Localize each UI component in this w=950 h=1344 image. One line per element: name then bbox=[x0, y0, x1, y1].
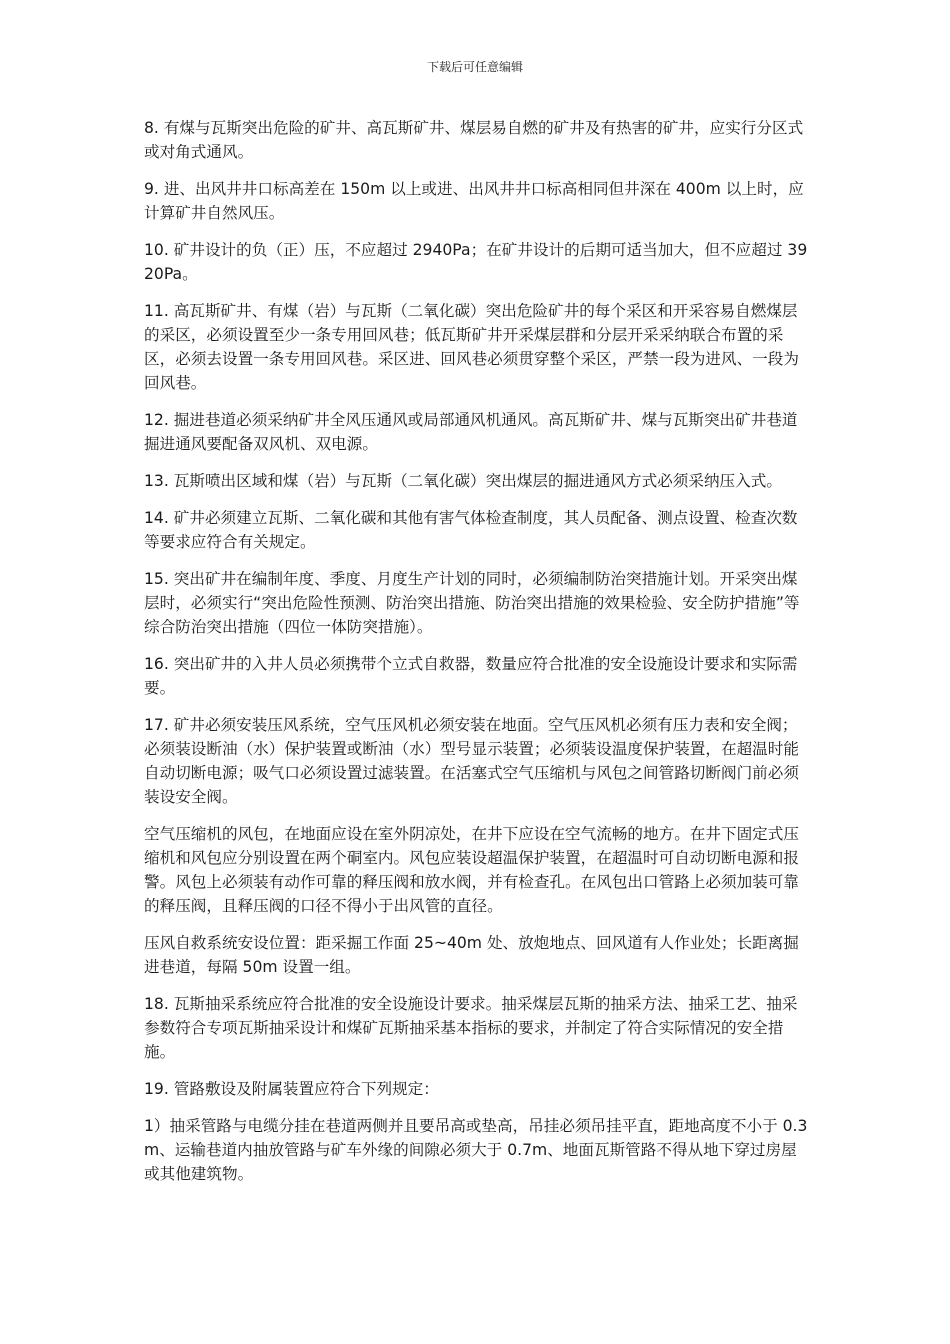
paragraph-item-13: 13. 瓦斯喷出区域和煤（岩）与瓦斯（二氧化碳）突出煤层的掘进通风方式必须采纳压入式。 bbox=[144, 472, 782, 490]
paragraph-item-11: 11. 高瓦斯矿井、有煤（岩）与瓦斯（二氧化碳）突出危险矿井的每个采区和开采容易自燃煤层的采区，必须设置至少一条专用回风巷；低瓦斯矿井开采煤层群和分层开采采纳联合布置的采区，必须去设置一条专用回风巷。采区进、回风巷必须贯穿整个采区，严禁一段为进风、一段为回风巷。 bbox=[144, 302, 799, 392]
paragraph-item-10: 10. 矿井设计的负（正）压，不应超过 2940Pa；在矿井设计的后期可适当加大，但不应超过 3920Pa。 bbox=[144, 241, 808, 283]
paragraph-item-18: 18. 瓦斯抽采系统应符合批准的安全设施设计要求。抽采煤层瓦斯的抽采方法、抽采工艺、抽采参数符合专项瓦斯抽采设计和煤矿瓦斯抽采基本指标的要求，并制定了符合实际情况的安全措施。 bbox=[144, 995, 798, 1061]
paragraph-subitem-1: 1）抽采管路与电缆分挂在巷道两侧并且要吊高或垫高，吊挂必须吊挂平直，距地高度不小于 0.3m、运输巷道内抽放管路与矿车外缘的间隙必须大于 0.7m、地面瓦斯管路不得从地下穿过房屋或其他建筑物。 bbox=[144, 1117, 808, 1183]
document-body bbox=[144, 116, 808, 1199]
paragraph-item-12: 12. 掘进巷道必须采纳矿井全风压通风或局部通风机通风。高瓦斯矿井、煤与瓦斯突出矿井巷道掘进通风要配备双风机、双电源。 bbox=[144, 411, 798, 453]
page-header: 下载后可任意编辑 bbox=[426, 60, 523, 74]
paragraph-item-15: 15. 突出矿井在编制年度、季度、月度生产计划的同时，必须编制防治突措施计划。开采突出煤层时，必须实行“突出危险性预测、防治突出措施、防治突出措施的效果检验、安全防护措施”等综合防治突出措施（四位一体防突措施）。 bbox=[144, 570, 800, 636]
paragraph-item-17: 17. 矿井必须安装压风系统，空气压风机必须安装在地面。空气压风机必须有压力表和安全阀；必须装设断油（水）保护装置或断油（水）型号显示装置；必须装设温度保护装置，在超温时能自动切断电源；吸气口必须设置过滤装置。在活塞式空气压缩机与风包之间管路切断阀门前必须装设安全阀。 bbox=[144, 716, 799, 806]
paragraph-item-9: 9. 进、出风井井口标高差在 150m 以上或进、出风井井口标高相同但井深在 400m 以上时，应计算矿井自然风压。 bbox=[144, 180, 804, 222]
paragraph-item-8: 8. 有煤与瓦斯突出危险的矿井、高瓦斯矿井、煤层易自燃的矿井及有热害的矿井，应实行分区式或对角式通风。 bbox=[144, 119, 804, 161]
paragraph-item-16: 16. 突出矿井的入井人员必须携带个立式自救器，数量应符合批准的安全设施设计要求和实际需要。 bbox=[144, 655, 798, 697]
paragraph-item-19: 19. 管路敷设及附属装置应符合下列规定： bbox=[144, 1080, 439, 1098]
paragraph-air-receiver: 空气压缩机的风包，在地面应设在室外阴凉处，在井下应设在空气流畅的地方。在井下固定式压缩机和风包应分别设置在两个硐室内。风包应装设超温保护装置，在超温时可自动切断电源和报警。风包上必须装有动作可靠的释压阀和放水阀，并有检查孔。在风包出口管路上必须加装可靠的释压阀，且释压阀的口径不得小于出风管的直径。 bbox=[144, 825, 799, 915]
paragraph-self-rescue-location: 压风自救系统安设位置：距采掘工作面 25~40m 处、放炮地点、回风道有人作业处；长距离掘进巷道，每隔 50m 设置一组。 bbox=[144, 934, 799, 976]
paragraph-item-14: 14. 矿井必须建立瓦斯、二氧化碳和其他有害气体检查制度，其人员配备、测点设置、检查次数等要求应符合有关规定。 bbox=[144, 509, 798, 551]
